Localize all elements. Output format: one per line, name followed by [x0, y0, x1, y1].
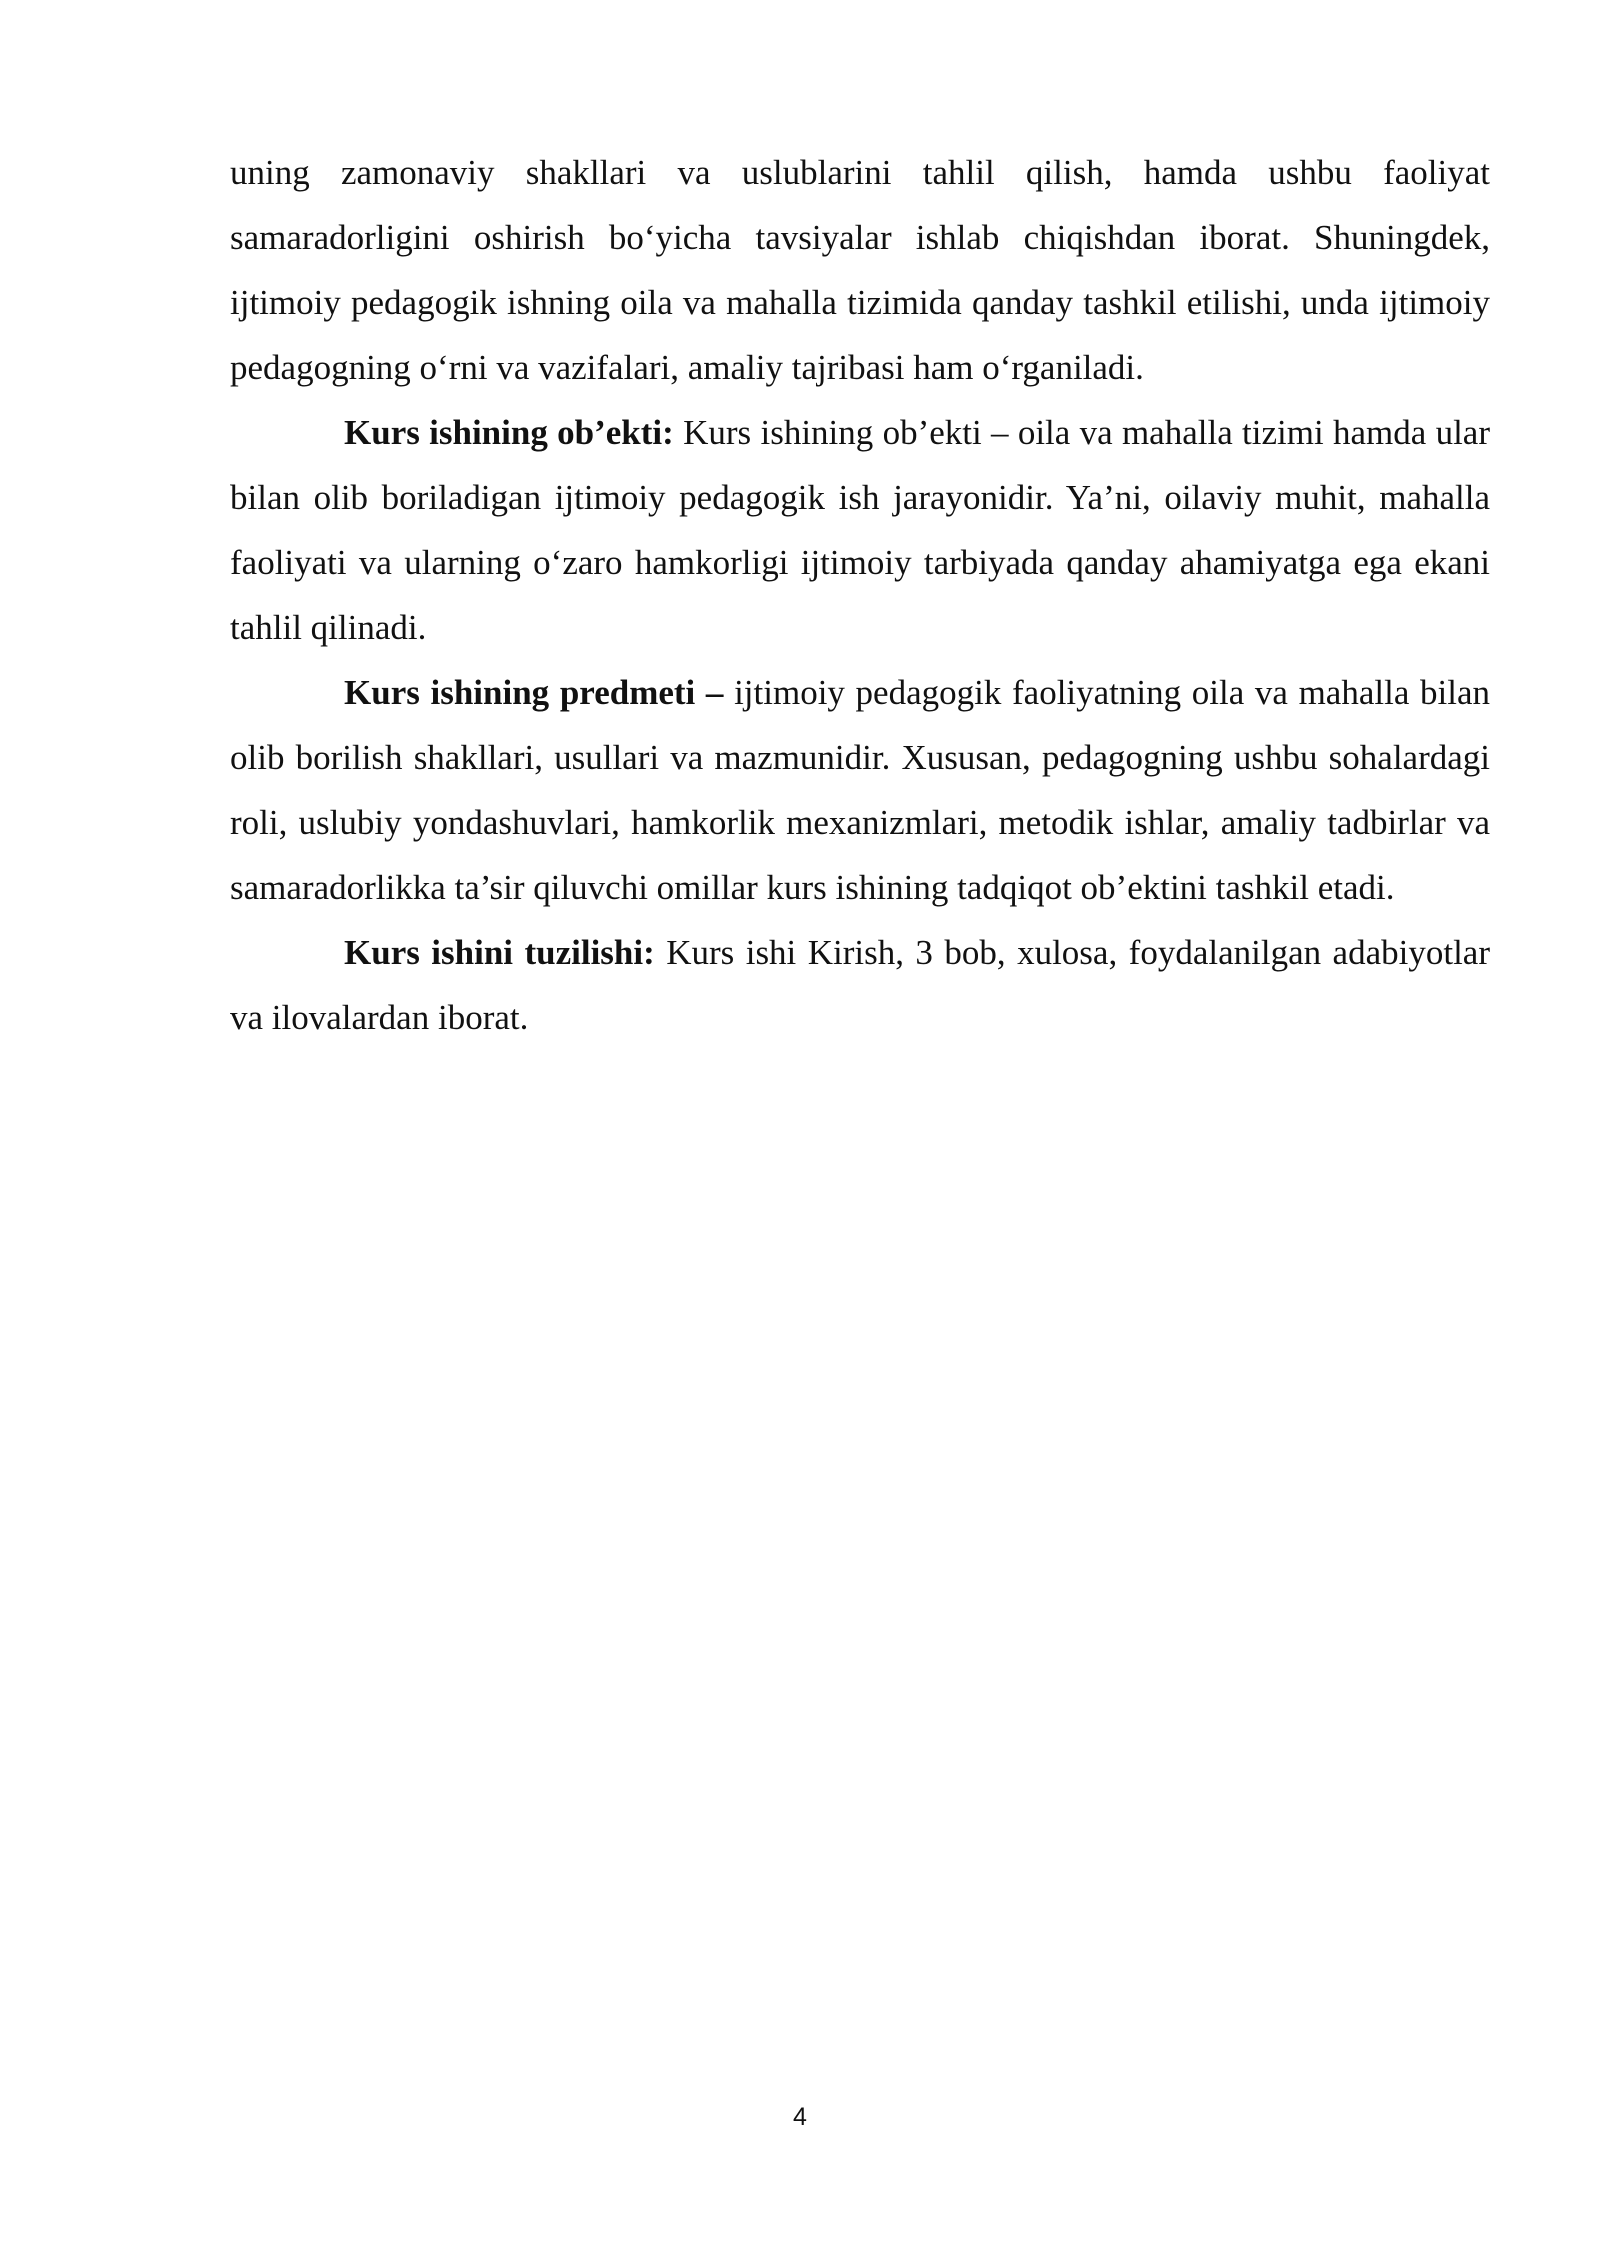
- paragraph-structure-heading: Kurs ishini tuzilishi:: [344, 933, 655, 972]
- paragraph-object-text: Kurs ishining ob’ekti – oila va mahalla tizimi hamda ular bilan olib boriladigan ijtimoiy pedagogik ish jarayonidir. Ya’ni, oilaviy muhit, mahalla faoliyati va ularning o‘zaro hamkorligi ijtimoiy tarbiyada qanday ahamiyatga ega ekani tahlil qilinadi.: [230, 413, 1490, 647]
- paragraph-object: [230, 400, 1490, 660]
- body-text: [230, 140, 1490, 1050]
- paragraph-structure: [230, 920, 1490, 1050]
- paragraph-subject-heading: Kurs ishining predmeti –: [344, 673, 724, 712]
- page-number: 4: [793, 2103, 807, 2131]
- paragraph-subject-text: ijtimoiy pedagogik faoliyatning oila va mahalla bilan olib borilish shakllari, usullari va mazmunidir. Xususan, pedagogning ushbu sohalardagi roli, uslubiy yondashuvlari, hamkorlik mexanizmlari, metodik ishlar, amaliy tadbirlar va samaradorlikka ta’sir qiluvchi omillar kurs ishining tadqiqot ob’ektini tashkil etadi.: [230, 673, 1490, 907]
- paragraph-object-heading: Kurs ishining ob’ekti:: [344, 413, 674, 452]
- paragraph-continuation-text: uning zamonaviy shakllari va uslublarini tahlil qilish, hamda ushbu faoliyat samaradorligini oshirish bo‘yicha tavsiyalar ishlab chiqishdan iborat. Shuningdek, ijtimoiy pedagogik ishning oila va mahalla tizimida qanday tashkil etilishi, unda ijtimoiy pedagogning o‘rni va vazifalari, amaliy tajribasi ham o‘rganiladi.: [230, 153, 1490, 387]
- paragraph-subject: [230, 660, 1490, 920]
- paragraph-structure-text: Kurs ishi Kirish, 3 bob, xulosa, foydalanilgan adabiyotlar va ilovalardan iborat.: [230, 933, 1490, 1037]
- paragraph-continuation: [230, 140, 1490, 400]
